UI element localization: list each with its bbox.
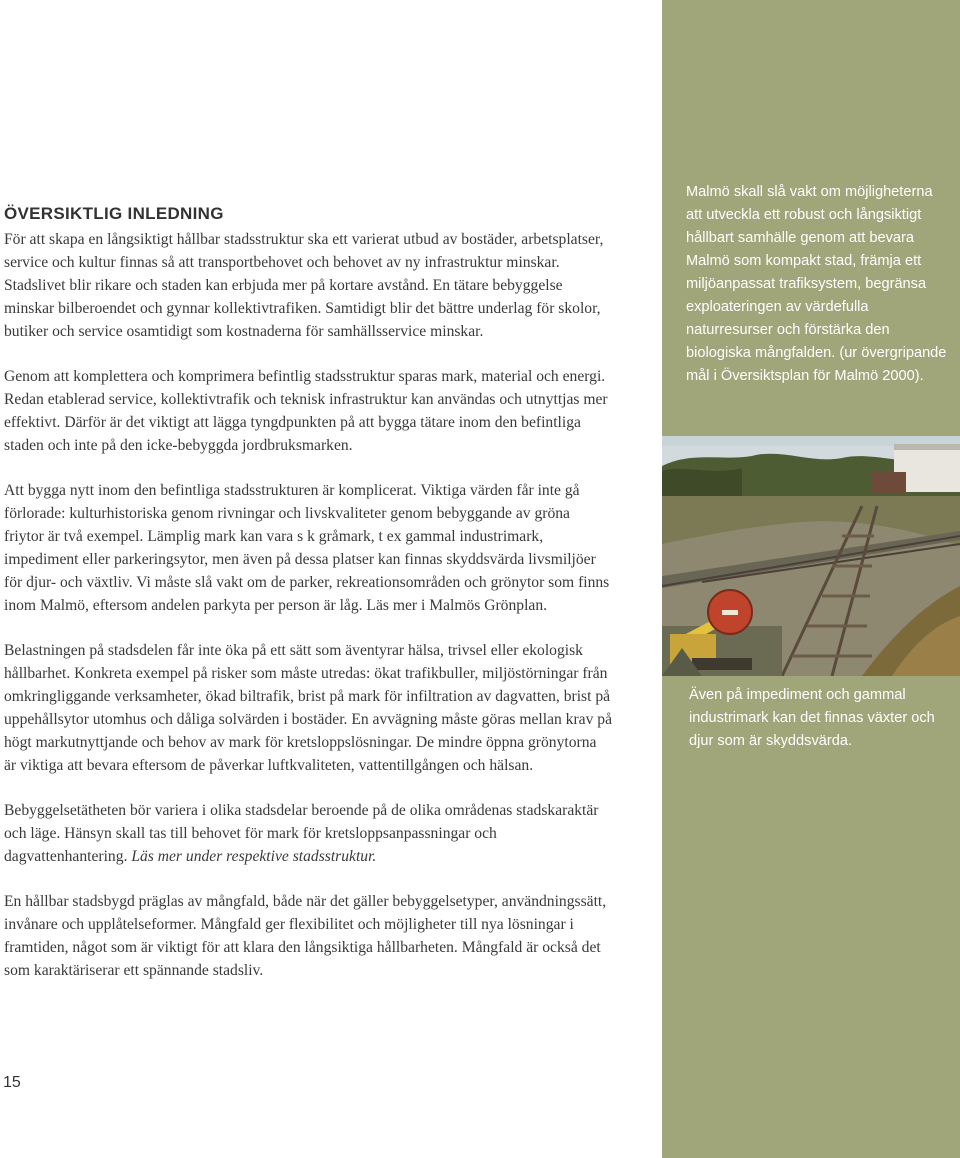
section-heading: ÖVERSIKTLIG INLEDNING bbox=[4, 204, 224, 223]
paragraph-4: Belastningen på stadsdelen får inte öka på ett sätt som äventyrar hälsa, trivsel eller ekologisk hållbarhet. Konkreta exempel på risker som måste utredas: ökat trafikbuller, miljöstörningar från omkringliggande verksamheter, ökad biltrafik, brist på mark för infiltration av dagvatten, brist på uppehållsytor utomhus och dåliga solvärden i bostäder. En avvägning måste göras mellan krav på högt markutnyttjande och behov av mark för kretsloppslösningar. De mindre öppna grönytorna är viktiga att bevara eftersom de påverkar luftkvaliteten, vattentillgången och hälsan. bbox=[4, 642, 613, 774]
railway-photo-icon bbox=[662, 436, 960, 676]
main-column bbox=[4, 200, 612, 1004]
sidebar-quote: Malmö skall slå vakt om möjligheterna att utveckla ett robust och långsiktigt hållbart samhälle genom att bevara Malmö som kompakt stad, främja ett miljöanpassat trafiksystem, begränsa exploateringen av värdefulla naturresurser och förstärka den biologiska mångfalden. (ur övergripande mål i Översiktsplan för Malmö 2000). bbox=[686, 184, 947, 384]
paragraph-5-text: Bebyggelsetätheten bör variera i olika stadsdelar beroende på de olika områdenas stadskaraktär och läge. Hänsyn skall tas till behovet för mark för kretsloppsanpassningar och dagvattenhantering. bbox=[4, 802, 599, 865]
paragraph-5 bbox=[4, 799, 612, 868]
paragraph-3: Att bygga nytt inom den befintliga stadsstrukturen är komplicerat. Viktiga värden får inte gå förlorade: kulturhistoriska genom rivningar och livskvaliteter genom bebyggande av gröna friytor är två exempel. Lämplig mark kan vara s k gråmark, t ex gammal industrimark, impediment eller parkeringsytor, men även på dessa platser kan finnas skyddsvärda livsmiljöer för djur- och växtliv. Vi måste slå vakt om de parker, rekreationsområden och grönytor som finns inom Malmö, eftersom andelen parkyta per person är låg. Läs mer i Malmös Grönplan. bbox=[4, 482, 610, 614]
page-number: 15 bbox=[3, 1074, 21, 1091]
paragraph-6: En hållbar stadsbygd präglas av mångfald, både när det gäller bebyggelsetyper, användningssätt, invånare och upplåtelseformer. Mångfald ger flexibilitet och möjligheter till nya lösningar i framtiden, något som är viktigt för att klara den långsiktiga hållbarheten. Mångfald är också det som karaktäriserar ett spännande stadsliv. bbox=[4, 893, 607, 979]
photo-caption: Även på impediment och gammal industrimark kan det finnas växter och djur som är skyddsvärda. bbox=[689, 687, 935, 749]
paragraph-1: För att skapa en långsiktigt hållbar stadsstruktur ska ett varierat utbud av bostäder, arbetsplatser, service och kultur finnas så att transportbehovet och behovet av ny infrastruktur minskar. Stadslivet blir rikare och staden kan erbjuda mer på kortare avstånd. En tätare bebyggelse minskar bilberoendet och gynnar kollektivtrafiken. Samtidigt blir det bättre underlag för skolor, butiker och service osamtidigt som kostnaderna för samhällsservice minskar. bbox=[4, 231, 604, 340]
paragraph-2: Genom att komplettera och komprimera befintlig stadsstruktur sparas mark, material och energi. Redan etablerad service, kollektivtrafik och teknisk infrastruktur kan användas och utnyttjas mer effektivt. Därför är det viktigt att lägga tyngdpunkten på att bygga tätare inom den befintliga staden och inte på den icke-bebyggda jordbruksmarken. bbox=[4, 368, 608, 454]
sidebar-panel bbox=[662, 0, 960, 1158]
italic-note: Läs mer under respektive stadsstruktur. bbox=[131, 848, 377, 865]
